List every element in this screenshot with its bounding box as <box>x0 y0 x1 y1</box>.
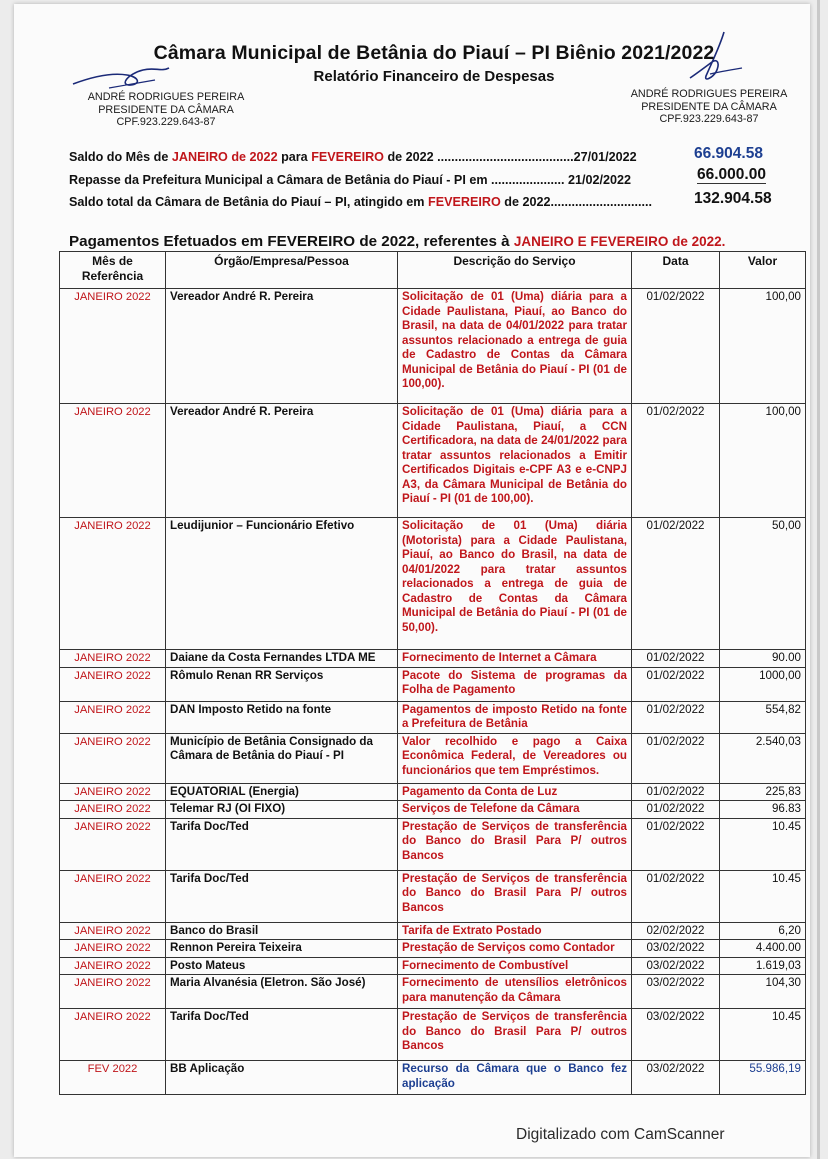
table-cell-data: 01/02/2022 <box>632 870 720 922</box>
table-cell-valor: 1000,00 <box>720 667 806 701</box>
table-row <box>60 650 806 668</box>
table-cell-orgao: Município de Betânia Consignado da Câmara de Betânia do Piauí - PI <box>166 733 398 783</box>
table-cell-mes: JANEIRO 2022 <box>60 783 166 801</box>
table-cell-orgao: BB Aplicação <box>166 1061 398 1095</box>
column-header-valor: Valor <box>720 252 806 289</box>
table-cell-orgao: Leudijunior – Funcionário Efetivo <box>166 518 398 650</box>
table-cell-orgao: DAN Imposto Retido na fonte <box>166 701 398 733</box>
table-cell-valor: 4.400.00 <box>720 940 806 958</box>
table-cell-orgao: Rennon Pereira Teixeira <box>166 940 398 958</box>
table-cell-data: 03/02/2022 <box>632 1009 720 1061</box>
page-title: Câmara Municipal de Betânia do Piauí – PI Biênio 2021/2022 <box>153 42 715 64</box>
table-row <box>60 783 806 801</box>
table-cell-data: 01/02/2022 <box>632 667 720 701</box>
table-row <box>60 289 806 404</box>
table-row <box>60 733 806 783</box>
table-cell-descricao: Fornecimento de Internet a Câmara <box>398 650 632 668</box>
signature-cpf: CPF.923.229.643-87 <box>116 116 216 128</box>
table-cell-data: 03/02/2022 <box>632 940 720 958</box>
summary-line-saldo-mes: Saldo do Mês de JANEIRO de 2022 para FEVEREIRO de 2022 .......................................27/01/2022 <box>69 150 637 164</box>
table-cell-mes: JANEIRO 2022 <box>60 650 166 668</box>
payments-table <box>59 251 806 1095</box>
table-cell-orgao: Banco do Brasil <box>166 922 398 940</box>
scanner-watermark: Digitalizado com CamScanner <box>516 1126 725 1143</box>
table-cell-valor: 10.45 <box>720 870 806 922</box>
table-cell-descricao: Pacote do Sistema de programas da Folha de Pagamento <box>398 667 632 701</box>
table-row <box>60 922 806 940</box>
table-cell-mes: JANEIRO 2022 <box>60 404 166 518</box>
column-header-mes: Mês de Referência <box>60 252 166 289</box>
table-cell-valor: 104,30 <box>720 975 806 1009</box>
summary-value-saldo-total: 132.904.58 <box>694 190 772 207</box>
table-cell-orgao: Tarifa Doc/Ted <box>166 818 398 870</box>
table-cell-data: 03/02/2022 <box>632 1061 720 1095</box>
table-cell-descricao: Tarifa de Extrato Postado <box>398 922 632 940</box>
table-cell-data: 01/02/2022 <box>632 518 720 650</box>
signature-cpf: CPF.923.229.643-87 <box>659 113 759 125</box>
signature-name: ANDRÉ RODRIGUES PEREIRA <box>87 91 245 103</box>
table-cell-orgao: EQUATORIAL (Energia) <box>166 783 398 801</box>
table-cell-orgao: Telemar RJ (OI FIXO) <box>166 801 398 819</box>
table-cell-valor: 100,00 <box>720 404 806 518</box>
table-header-row <box>60 252 806 289</box>
table-cell-mes: FEV 2022 <box>60 1061 166 1095</box>
table-cell-valor: 225,83 <box>720 783 806 801</box>
table-row <box>60 957 806 975</box>
table-cell-data: 01/02/2022 <box>632 801 720 819</box>
table-cell-valor: 50,00 <box>720 518 806 650</box>
table-cell-data: 01/02/2022 <box>632 404 720 518</box>
table-cell-valor: 6,20 <box>720 922 806 940</box>
table-row <box>60 801 806 819</box>
table-cell-descricao: Prestação de Serviços de transferência do Banco do Brasil Para P/ outros Bancos <box>398 870 632 922</box>
page-subtitle: Relatório Financeiro de Despesas <box>313 68 555 85</box>
table-cell-descricao: Prestação de Serviços de transferência do Banco do Brasil Para P/ outros Bancos <box>398 818 632 870</box>
table-cell-valor: 96.83 <box>720 801 806 819</box>
table-row <box>60 870 806 922</box>
table-cell-mes: JANEIRO 2022 <box>60 940 166 958</box>
table-cell-data: 01/02/2022 <box>632 289 720 404</box>
table-row <box>60 667 806 701</box>
table-cell-descricao: Fornecimento de utensílios eletrônicos para manutenção da Câmara <box>398 975 632 1009</box>
table-cell-valor: 1.619,03 <box>720 957 806 975</box>
summary-line-saldo-total: Saldo total da Câmara de Betânia do Piauí – PI, atingido em FEVEREIRO de 2022............................. <box>69 195 652 209</box>
table-cell-mes: JANEIRO 2022 <box>60 975 166 1009</box>
table-cell-descricao: Prestação de Serviços de transferência do Banco do Brasil Para P/ outros Bancos <box>398 1009 632 1061</box>
table-cell-orgao: Vereador André R. Pereira <box>166 289 398 404</box>
payments-heading: Pagamentos Efetuados em FEVEREIRO de 2022, referentes à JANEIRO E FEVEREIRO de 2022. <box>69 233 726 250</box>
column-header-data: Data <box>632 252 720 289</box>
table-cell-descricao: Pagamento da Conta de Luz <box>398 783 632 801</box>
column-header-orgao: Órgão/Empresa/Pessoa <box>166 252 398 289</box>
table-cell-descricao: Solicitação de 01 (Uma) diária para a Cidade Paulistana, Piauí, ao Banco do Brasil, na data de 04/01/2022 para tratar assuntos relacionado a entrega de guia de Cadastro de Contas da Câmara Municipal de Betânia do Piauí - PI (01 de 100,00). <box>398 289 632 404</box>
table-cell-orgao: Posto Mateus <box>166 957 398 975</box>
table-cell-mes: JANEIRO 2022 <box>60 957 166 975</box>
table-cell-orgao: Daiane da Costa Fernandes LTDA ME <box>166 650 398 668</box>
table-cell-descricao: Valor recolhido e pago a Caixa Econômica Federal, de Vereadores ou funcionários que tem Empréstimos. <box>398 733 632 783</box>
signature-role: PRESIDENTE DA CÂMARA <box>641 100 777 113</box>
summary-line-repasse: Repasse da Prefeitura Municipal a Câmara de Betânia do Piauí - PI em ..................... 21/02/2022 <box>69 173 632 187</box>
table-cell-mes: JANEIRO 2022 <box>60 801 166 819</box>
table-cell-orgao: Rômulo Renan RR Serviços <box>166 667 398 701</box>
table-cell-valor: 10.45 <box>720 1009 806 1061</box>
table-cell-valor: 90.00 <box>720 650 806 668</box>
table-cell-descricao: Pagamentos de imposto Retido na fonte a Prefeitura de Betânia <box>398 701 632 733</box>
table-cell-mes: JANEIRO 2022 <box>60 733 166 783</box>
signature-left <box>76 91 256 129</box>
table-cell-data: 01/02/2022 <box>632 650 720 668</box>
table-cell-valor: 2.540,03 <box>720 733 806 783</box>
table-cell-descricao: Prestação de Serviços como Contador <box>398 940 632 958</box>
table-cell-valor: 55.986,19 <box>720 1061 806 1095</box>
table-row <box>60 701 806 733</box>
signature-role: PRESIDENTE DA CÂMARA <box>98 103 234 116</box>
table-cell-orgao: Tarifa Doc/Ted <box>166 1009 398 1061</box>
table-cell-orgao: Maria Alvanésia (Eletron. São José) <box>166 975 398 1009</box>
summary-value-saldo-mes: 66.904.58 <box>694 145 763 162</box>
table-cell-mes: JANEIRO 2022 <box>60 922 166 940</box>
table-cell-mes: JANEIRO 2022 <box>60 870 166 922</box>
table-cell-data: 01/02/2022 <box>632 701 720 733</box>
table-row <box>60 1009 806 1061</box>
table-row <box>60 975 806 1009</box>
table-row <box>60 518 806 650</box>
table-cell-orgao: Tarifa Doc/Ted <box>166 870 398 922</box>
table-cell-mes: JANEIRO 2022 <box>60 701 166 733</box>
column-header-descricao: Descrição do Serviço <box>398 252 632 289</box>
table-cell-data: 02/02/2022 <box>632 922 720 940</box>
table-cell-mes: JANEIRO 2022 <box>60 1009 166 1061</box>
table-cell-orgao: Vereador André R. Pereira <box>166 404 398 518</box>
table-cell-descricao: Fornecimento de Combustível <box>398 957 632 975</box>
table-cell-mes: JANEIRO 2022 <box>60 518 166 650</box>
table-cell-descricao: Solicitação de 01 (Uma) diária para a Cidade Paulistana, Piauí, a CCN Certificadora, na data de 24/01/2022 para tratar assuntos relacionados a Emitir Certificados Digitais e-CPF A3 e e-CNPJ A3, da Câmara Municipal de Betânia do Piauí - PI (01 de 100,00). <box>398 404 632 518</box>
signature-name: ANDRÉ RODRIGUES PEREIRA <box>630 88 788 100</box>
payments-table-body <box>60 289 806 1095</box>
table-cell-descricao: Recurso da Câmara que o Banco fez aplicação <box>398 1061 632 1095</box>
table-cell-mes: JANEIRO 2022 <box>60 667 166 701</box>
table-cell-valor: 100,00 <box>720 289 806 404</box>
table-row <box>60 1061 806 1095</box>
table-cell-valor: 554,82 <box>720 701 806 733</box>
table-cell-mes: JANEIRO 2022 <box>60 818 166 870</box>
table-cell-descricao: Solicitação de 01 (Uma) diária (Motorista) para a Cidade Paulistana, Piauí, ao Banco do Brasil, na data de 04/01/2022 para tratar assuntos relacionados a entrega de guia de Cadastro de Contas da Câmara Municipal de Betânia do Piauí - PI (01 de 50,00). <box>398 518 632 650</box>
table-row <box>60 940 806 958</box>
table-cell-mes: JANEIRO 2022 <box>60 289 166 404</box>
summary-value-repasse: 66.000.00 <box>697 166 766 183</box>
table-row <box>60 818 806 870</box>
table-cell-valor: 10.45 <box>720 818 806 870</box>
table-cell-data: 03/02/2022 <box>632 957 720 975</box>
table-cell-descricao: Serviços de Telefone da Câmara <box>398 801 632 819</box>
document-page <box>14 4 810 1157</box>
table-row <box>60 404 806 518</box>
scan-edge <box>817 0 820 1159</box>
table-cell-data: 01/02/2022 <box>632 733 720 783</box>
table-cell-data: 01/02/2022 <box>632 818 720 870</box>
table-cell-data: 01/02/2022 <box>632 783 720 801</box>
signature-right <box>619 88 799 126</box>
table-cell-data: 03/02/2022 <box>632 975 720 1009</box>
